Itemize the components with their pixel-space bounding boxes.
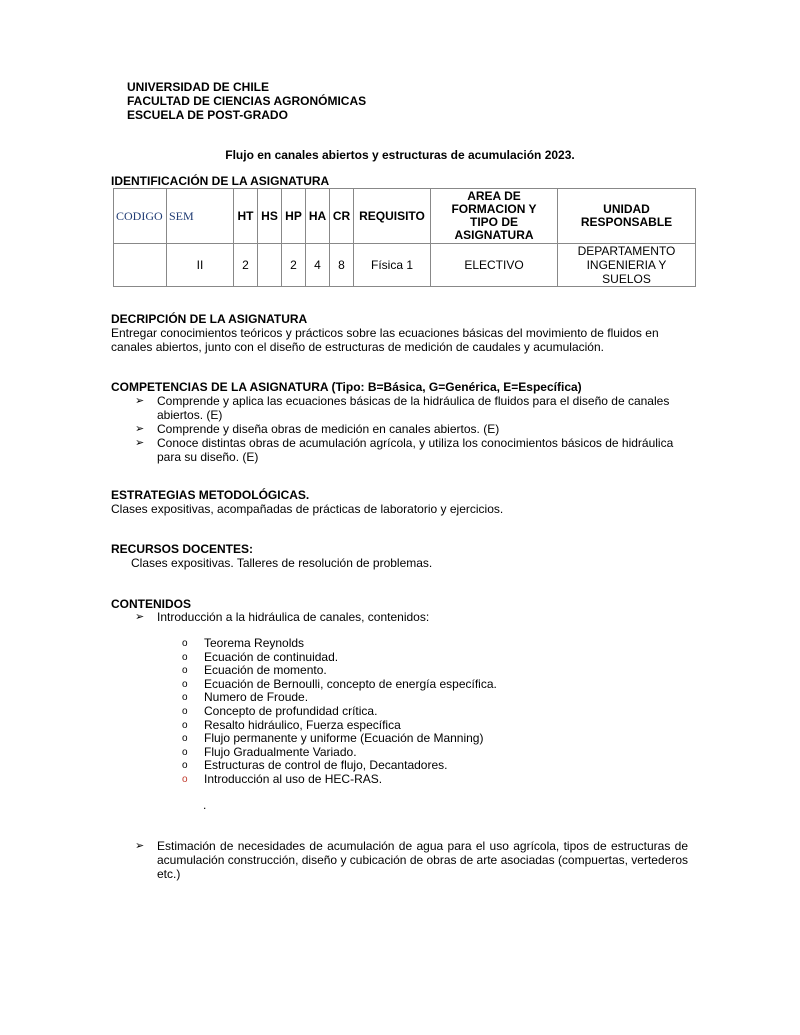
list-item	[135, 610, 695, 624]
competency-text: Conoce distintas obras de acumulación agrícola, y utiliza los conocimientos básicos de hidráulica para su diseño. (E)	[157, 436, 674, 464]
subitem-text: Introducción al uso de HEC-RAS.	[204, 771, 383, 786]
header-ht: HT	[234, 189, 258, 244]
circle-bullet-icon: o	[182, 651, 188, 663]
identification-table	[113, 188, 696, 287]
header-hp: HP	[282, 189, 306, 244]
subitem-text: Resalto hidráulico, Fuerza específica	[204, 717, 401, 732]
cell-codigo	[114, 244, 167, 287]
arrow-bullet-icon: ➢	[135, 395, 145, 407]
cell-hp: 2	[282, 244, 306, 287]
cell-hs	[258, 244, 282, 287]
list-item	[182, 691, 497, 705]
list-item	[135, 422, 680, 436]
list-item	[182, 732, 497, 746]
subitem-text: Flujo Gradualmente Variado.	[204, 744, 357, 759]
circle-bullet-icon: o	[182, 773, 188, 785]
cell-ht: 2	[234, 244, 258, 287]
list-item	[182, 664, 497, 678]
list-item	[135, 436, 680, 464]
header-unidad: UNIDAD RESPONSABLE	[558, 189, 696, 244]
contents-second-text: Estimación de necesidades de acumulación de agua para el uso agrícola, tipos de estructuras de acumulación construcción, diseño y cubicación de obras de arte asociadas (compuertas, vertederos etc.)	[157, 839, 688, 881]
faculty-name: FACULTAD DE CIENCIAS AGRONÓMICAS	[127, 94, 367, 108]
header-codigo: CODIGO	[114, 189, 167, 244]
subitem-text: Concepto de profundidad crítica.	[204, 703, 378, 718]
arrow-bullet-icon: ➢	[135, 611, 145, 623]
circle-bullet-icon: o	[182, 705, 188, 717]
cell-unidad: DEPARTAMENTO INGENIERIA Y SUELOS	[558, 244, 696, 287]
header-sem: SEM	[167, 189, 234, 244]
cell-sem: II	[167, 244, 234, 287]
circle-bullet-icon: o	[182, 746, 188, 758]
header-ha: HA	[306, 189, 330, 244]
list-item	[135, 394, 680, 422]
cell-requisito: Física 1	[354, 244, 431, 287]
strategies-text: Clases expositivas, acompañadas de prácticas de laboratorio y ejercicios.	[111, 502, 504, 516]
list-item	[182, 719, 497, 733]
arrow-bullet-icon: ➢	[135, 423, 145, 435]
competencies-list	[135, 394, 680, 464]
competency-text: Comprende y aplica las ecuaciones básicas de la hidráulica de fluidos para el diseño de canales abiertos. (E)	[157, 394, 670, 422]
subitem-text: Ecuación de momento.	[204, 663, 327, 678]
strategies-heading: ESTRATEGIAS METODOLÓGICAS.	[111, 488, 310, 502]
circle-bullet-icon: o	[182, 733, 188, 745]
circle-bullet-icon: o	[182, 638, 188, 649]
list-item	[182, 759, 497, 773]
resources-text: Clases expositivas. Talleres de resolución de problemas.	[131, 556, 433, 570]
circle-bullet-icon: o	[182, 719, 188, 731]
school-name: ESCUELA DE POST-GRADO	[127, 108, 288, 122]
header-hs: HS	[258, 189, 282, 244]
description-text: Entregar conocimientos teóricos y prácticos sobre las ecuaciones básicas del movimiento de fluidos en canales abiertos, junto con el diseño de estructuras de medición de caudales y acumulación.	[111, 326, 659, 354]
table-row	[114, 244, 696, 287]
cell-area: ELECTIVO	[431, 244, 558, 287]
list-item	[182, 746, 497, 760]
subitem-text: Numero de Froude.	[204, 690, 309, 705]
list-item	[182, 637, 497, 651]
header-requisito: REQUISITO	[354, 189, 431, 244]
header-cr: CR	[330, 189, 354, 244]
institution-header	[127, 80, 366, 122]
circle-bullet-icon: o	[182, 665, 188, 677]
competencies-heading: COMPETENCIAS DE LA ASIGNATURA (Tipo: B=Básica, G=Genérica, E=Específica)	[111, 380, 582, 394]
arrow-bullet-icon: ➢	[135, 437, 145, 449]
contents-sublist	[182, 637, 497, 787]
header-area: AREA DE FORMACION Y TIPO DE ASIGNATURA	[431, 189, 558, 244]
identification-heading: IDENTIFICACIÓN DE LA ASIGNATURA	[111, 174, 330, 188]
circle-bullet-icon: o	[182, 760, 188, 772]
list-item	[182, 651, 497, 665]
cell-ha: 4	[306, 244, 330, 287]
resources-heading: RECURSOS DOCENTES:	[111, 542, 254, 556]
subitem-text: Ecuación de continuidad.	[204, 649, 339, 664]
subitem-text: Teorema Reynolds	[204, 636, 305, 650]
competency-text: Comprende y diseña obras de medición en canales abiertos. (E)	[157, 422, 500, 436]
cell-cr: 8	[330, 244, 354, 287]
university-name: UNIVERSIDAD DE CHILE	[127, 80, 270, 94]
description-heading: DECRIPCIÓN DE LA ASIGNATURA	[111, 312, 308, 326]
table-header-row	[114, 189, 696, 244]
subitem-text: Ecuación de Bernoulli, concepto de energía específica.	[204, 676, 497, 691]
circle-bullet-icon: o	[182, 692, 188, 704]
contents-heading: CONTENIDOS	[111, 597, 192, 611]
list-item	[182, 705, 497, 719]
circle-bullet-icon: o	[182, 678, 188, 690]
list-item	[135, 839, 688, 881]
contents-second-list	[135, 839, 688, 881]
list-item	[182, 773, 497, 787]
arrow-bullet-icon: ➢	[135, 840, 145, 852]
subitem-text: Flujo permanente y uniforme (Ecuación de Manning)	[204, 731, 484, 746]
list-item	[182, 678, 497, 692]
stray-dot: .	[203, 798, 207, 812]
contents-intro-text: Introducción a la hidráulica de canales, contenidos:	[157, 610, 430, 624]
contents-intro-list	[135, 610, 695, 624]
course-title: Flujo en canales abiertos y estructuras de acumulación 2023.	[225, 148, 575, 162]
subitem-text: Estructuras de control de flujo, Decantadores.	[204, 758, 448, 773]
